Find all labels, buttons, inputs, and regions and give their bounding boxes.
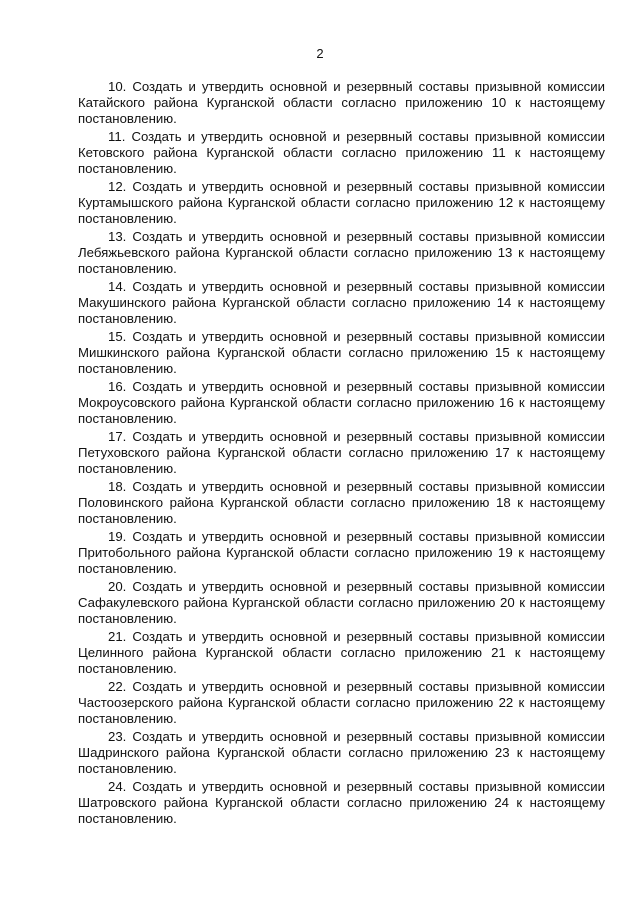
paragraph-item-16: 16. Создать и утвердить основной и резервный составы призывной комиссии Мокроусовского района Курганской области согласно приложению 16 к настоящему постановлению. [78, 379, 605, 426]
paragraph-item-19: 19. Создать и утвердить основной и резервный составы призывной комиссии Притобольного района Курганской области согласно приложению 19 к настоящему постановлению. [78, 529, 605, 576]
page-number: 2 [316, 46, 324, 61]
paragraph-item-10: 10. Создать и утвердить основной и резервный составы призывной комиссии Катайского района Курганской области согласно приложению 10 к настоящему постановлению. [78, 79, 605, 126]
paragraph-item-15: 15. Создать и утвердить основной и резервный составы призывной комиссии Мишкинского района Курганской области согласно приложению 15 к настоящему постановлению. [78, 329, 605, 376]
paragraph-item-14: 14. Создать и утвердить основной и резервный составы призывной комиссии Макушинского района Курганской области согласно приложению 14 к настоящему постановлению. [78, 279, 605, 326]
paragraph-list [78, 79, 605, 827]
paragraph-item-12: 12. Создать и утвердить основной и резервный составы призывной комиссии Куртамышского района Курганской области согласно приложению 12 к настоящему постановлению. [78, 179, 605, 226]
paragraph-item-20: 20. Создать и утвердить основной и резервный составы призывной комиссии Сафакулевского района Курганской области согласно приложению 20 к настоящему постановлению. [78, 579, 605, 626]
paragraph-item-13: 13. Создать и утвердить основной и резервный составы призывной комиссии Лебяжьевского района Курганской области согласно приложению 13 к настоящему постановлению. [78, 229, 605, 276]
paragraph-item-21: 21. Создать и утвердить основной и резервный составы призывной комиссии Целинного района Курганской области согласно приложению 21 к настоящему постановлению. [78, 629, 605, 676]
paragraph-item-17: 17. Создать и утвердить основной и резервный составы призывной комиссии Петуховского района Курганской области согласно приложению 17 к настоящему постановлению. [78, 429, 605, 476]
paragraph-item-11: 11. Создать и утвердить основной и резервный составы призывной комиссии Кетовского района Курганской области согласно приложению 11 к настоящему постановлению. [78, 129, 605, 176]
paragraph-item-23: 23. Создать и утвердить основной и резервный составы призывной комиссии Шадринского района Курганской области согласно приложению 23 к настоящему постановлению. [78, 729, 605, 776]
paragraph-item-18: 18. Создать и утвердить основной и резервный составы призывной комиссии Половинского района Курганской области согласно приложению 18 к настоящему постановлению. [78, 479, 605, 526]
paragraph-item-22: 22. Создать и утвердить основной и резервный составы призывной комиссии Частоозерского района Курганской области согласно приложению 22 к настоящему постановлению. [78, 679, 605, 726]
paragraph-item-24: 24. Создать и утвердить основной и резервный составы призывной комиссии Шатровского района Курганской области согласно приложению 24 к настоящему постановлению. [78, 779, 605, 826]
